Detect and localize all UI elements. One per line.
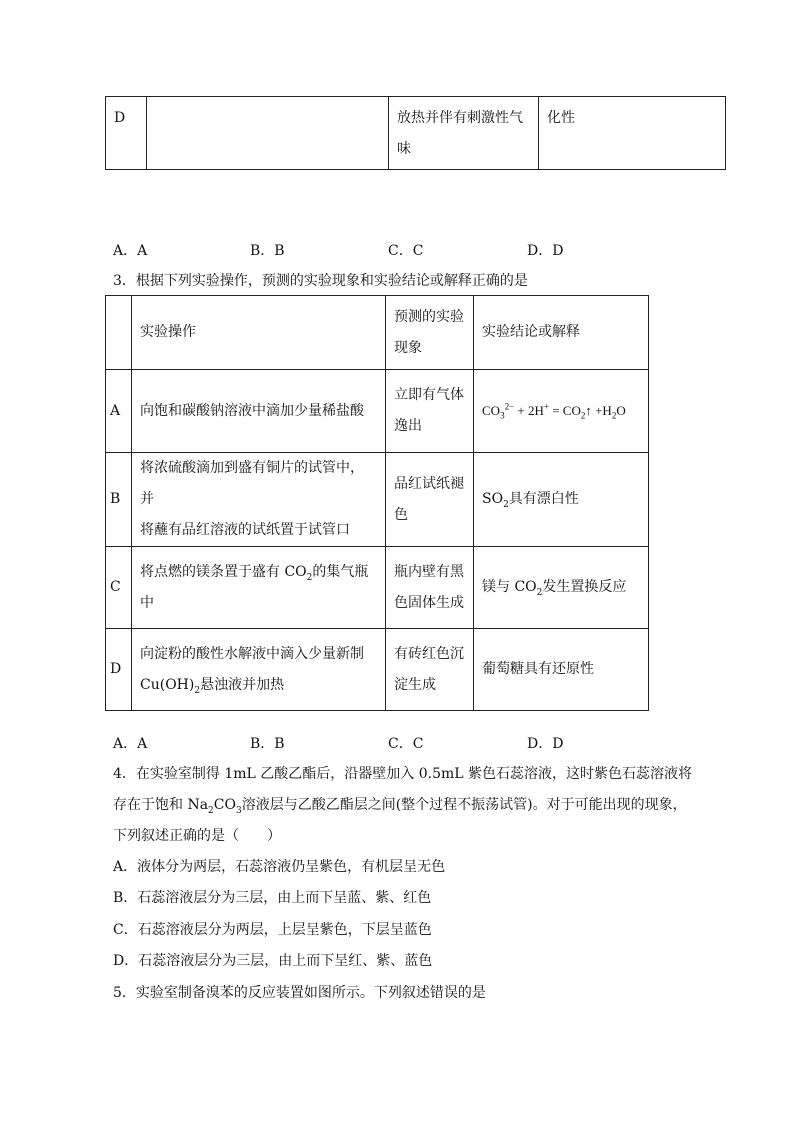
row-letter: A xyxy=(106,370,132,453)
eq-sup: + xyxy=(543,401,549,412)
eq-part: O xyxy=(616,403,626,418)
eq-sub: 3 xyxy=(500,410,505,421)
phenomenon-cell xyxy=(386,453,474,547)
eq-part: CO xyxy=(482,403,501,418)
conclusion-cell: 葡萄糖具有还原性 xyxy=(474,629,649,711)
stem-text: 存在于饱和 Na xyxy=(113,797,209,813)
header-phenomenon xyxy=(386,296,474,370)
q4-stem-line: 4．在实验室制得 1mL 乙酸乙酯后，沿器壁加入 0.5mL 紫色石蕊溶液，这时紫色石蕊溶液将 xyxy=(113,766,693,782)
phenomenon-cell xyxy=(389,97,539,170)
conclusion-cell: 化性 xyxy=(539,97,726,170)
formula-sub: 2 xyxy=(306,572,313,583)
option-d: D．D xyxy=(527,243,564,259)
option-b: B．B xyxy=(250,243,285,259)
table-row xyxy=(106,370,649,453)
formula-sub: 2 xyxy=(194,685,201,696)
phenomenon-cell xyxy=(386,370,474,453)
q4-stem-line: 下列叙述正确的是（ ） xyxy=(113,828,281,844)
q4-option-a: A．液体分为两层，石蕊溶液仍呈紫色，有机层呈无色 xyxy=(113,859,446,875)
conclusion-cell xyxy=(474,370,649,453)
header-conclusion: 实验结论或解释 xyxy=(474,296,649,370)
operation-cell xyxy=(132,453,386,547)
operation-line: 中 xyxy=(140,594,154,611)
phenomenon-line: 立即有气体 xyxy=(394,387,464,403)
formula-sub: 2 xyxy=(208,805,214,816)
phenomenon-line: 色 xyxy=(394,506,408,523)
phenomenon-line: 逸出 xyxy=(394,418,422,434)
gas-arrow-icon: ↑ xyxy=(585,403,592,418)
header-letter-cell xyxy=(106,296,132,370)
table-row xyxy=(106,453,649,547)
formula-part: SO xyxy=(482,491,504,507)
previous-question-table xyxy=(105,96,726,170)
conclusion-text: 镁与 CO xyxy=(482,579,537,595)
row-letter: C xyxy=(106,547,132,629)
q4-option-d: D．石蕊溶液层分为三层，由上而下呈红、紫、蓝色 xyxy=(113,953,433,969)
table-header-row xyxy=(106,296,649,370)
eq-part: = CO xyxy=(548,403,581,418)
phenomenon-line: 放热并伴有刺激性气 xyxy=(397,110,523,126)
table-row xyxy=(106,629,649,711)
q5-stem: 5．实验室制备溴苯的反应装置如图所示。下列叙述错误的是 xyxy=(113,985,486,1001)
eq-part: +H xyxy=(591,403,612,418)
row-letter: D xyxy=(106,629,132,711)
option-a: A．A xyxy=(113,736,148,752)
phenomenon-line: 色固体生成 xyxy=(394,594,464,611)
operation-cell xyxy=(147,97,389,170)
operation-cell xyxy=(132,629,386,711)
formula-sub: 2 xyxy=(503,499,509,510)
formula-sub: 2 xyxy=(536,587,543,598)
header-phenomenon-line: 预测的实验 xyxy=(394,308,464,325)
operation-cell xyxy=(132,547,386,629)
phenomenon-line: 瓶内壁有黑 xyxy=(394,563,464,580)
eq-sub: 2 xyxy=(611,410,617,421)
eq-sup: 2− xyxy=(504,401,515,412)
operation-cell: 向饱和碳酸钠溶液中滴加少量稀盐酸 xyxy=(132,370,386,453)
option-b: B．B xyxy=(250,736,285,752)
header-operation: 实验操作 xyxy=(132,296,386,370)
q3-options xyxy=(113,733,673,753)
phenomenon-cell xyxy=(386,547,474,629)
operation-text: 的集气瓶 xyxy=(312,563,369,580)
eq-part: + 2H xyxy=(514,403,544,418)
formula-part: Cu(OH) xyxy=(140,676,195,693)
ionic-equation xyxy=(482,401,626,421)
q2-options xyxy=(113,240,673,260)
q3-stem: 3．根据下列实验操作，预测的实验现象和实验结论或解释正确的是 xyxy=(113,273,528,289)
stem-text: 溶液层与乙酸乙酯层之间(整个过程不振荡试管)。对于可能出现的现象， xyxy=(241,797,687,813)
header-phenomenon-line: 现象 xyxy=(394,339,422,356)
conclusion-cell xyxy=(474,547,649,629)
q4-option-c: C．石蕊溶液层分为两层，上层呈紫色，下层呈蓝色 xyxy=(113,922,432,938)
operation-line xyxy=(140,557,377,588)
phenomenon-line: 品红试纸褪 xyxy=(394,475,464,492)
conclusion-cell xyxy=(474,453,649,547)
phenomenon-cell xyxy=(386,629,474,711)
row-letter: D xyxy=(106,97,147,170)
option-c: C．C xyxy=(388,736,424,752)
q4-stem-line xyxy=(113,795,687,815)
formula-sub: 3 xyxy=(235,805,242,816)
phenomenon-line: 淀生成 xyxy=(394,676,436,693)
table-row xyxy=(106,547,649,629)
operation-text: 将点燃的镁条置于盛有 CO xyxy=(140,563,307,580)
conclusion-text: 具有漂白性 xyxy=(508,491,579,507)
operation-line: 将浓硫酸滴加到盛有铜片的试管中，并 xyxy=(140,460,364,507)
phenomenon-line: 有砖红色沉 xyxy=(394,645,464,662)
row-letter: B xyxy=(106,453,132,547)
q3-table xyxy=(105,295,649,711)
option-c: C．C xyxy=(388,243,424,259)
option-a: A．A xyxy=(113,243,148,259)
phenomenon-line: 味 xyxy=(397,141,411,157)
conclusion-text: 发生置换反应 xyxy=(542,579,627,595)
formula-part: CO xyxy=(213,797,236,813)
option-d: D．D xyxy=(527,736,564,752)
eq-sub: 2 xyxy=(580,410,586,421)
operation-line: 向淀粉的酸性水解液中滴入少量新制 xyxy=(140,645,364,662)
operation-text: 悬浊液并加热 xyxy=(200,676,285,693)
operation-line xyxy=(140,670,377,701)
operation-line: 将蘸有品红溶液的试纸置于试管口 xyxy=(140,522,350,538)
q4-option-b: B．石蕊溶液层分为三层，由上而下呈蓝、紫、红色 xyxy=(113,890,432,906)
